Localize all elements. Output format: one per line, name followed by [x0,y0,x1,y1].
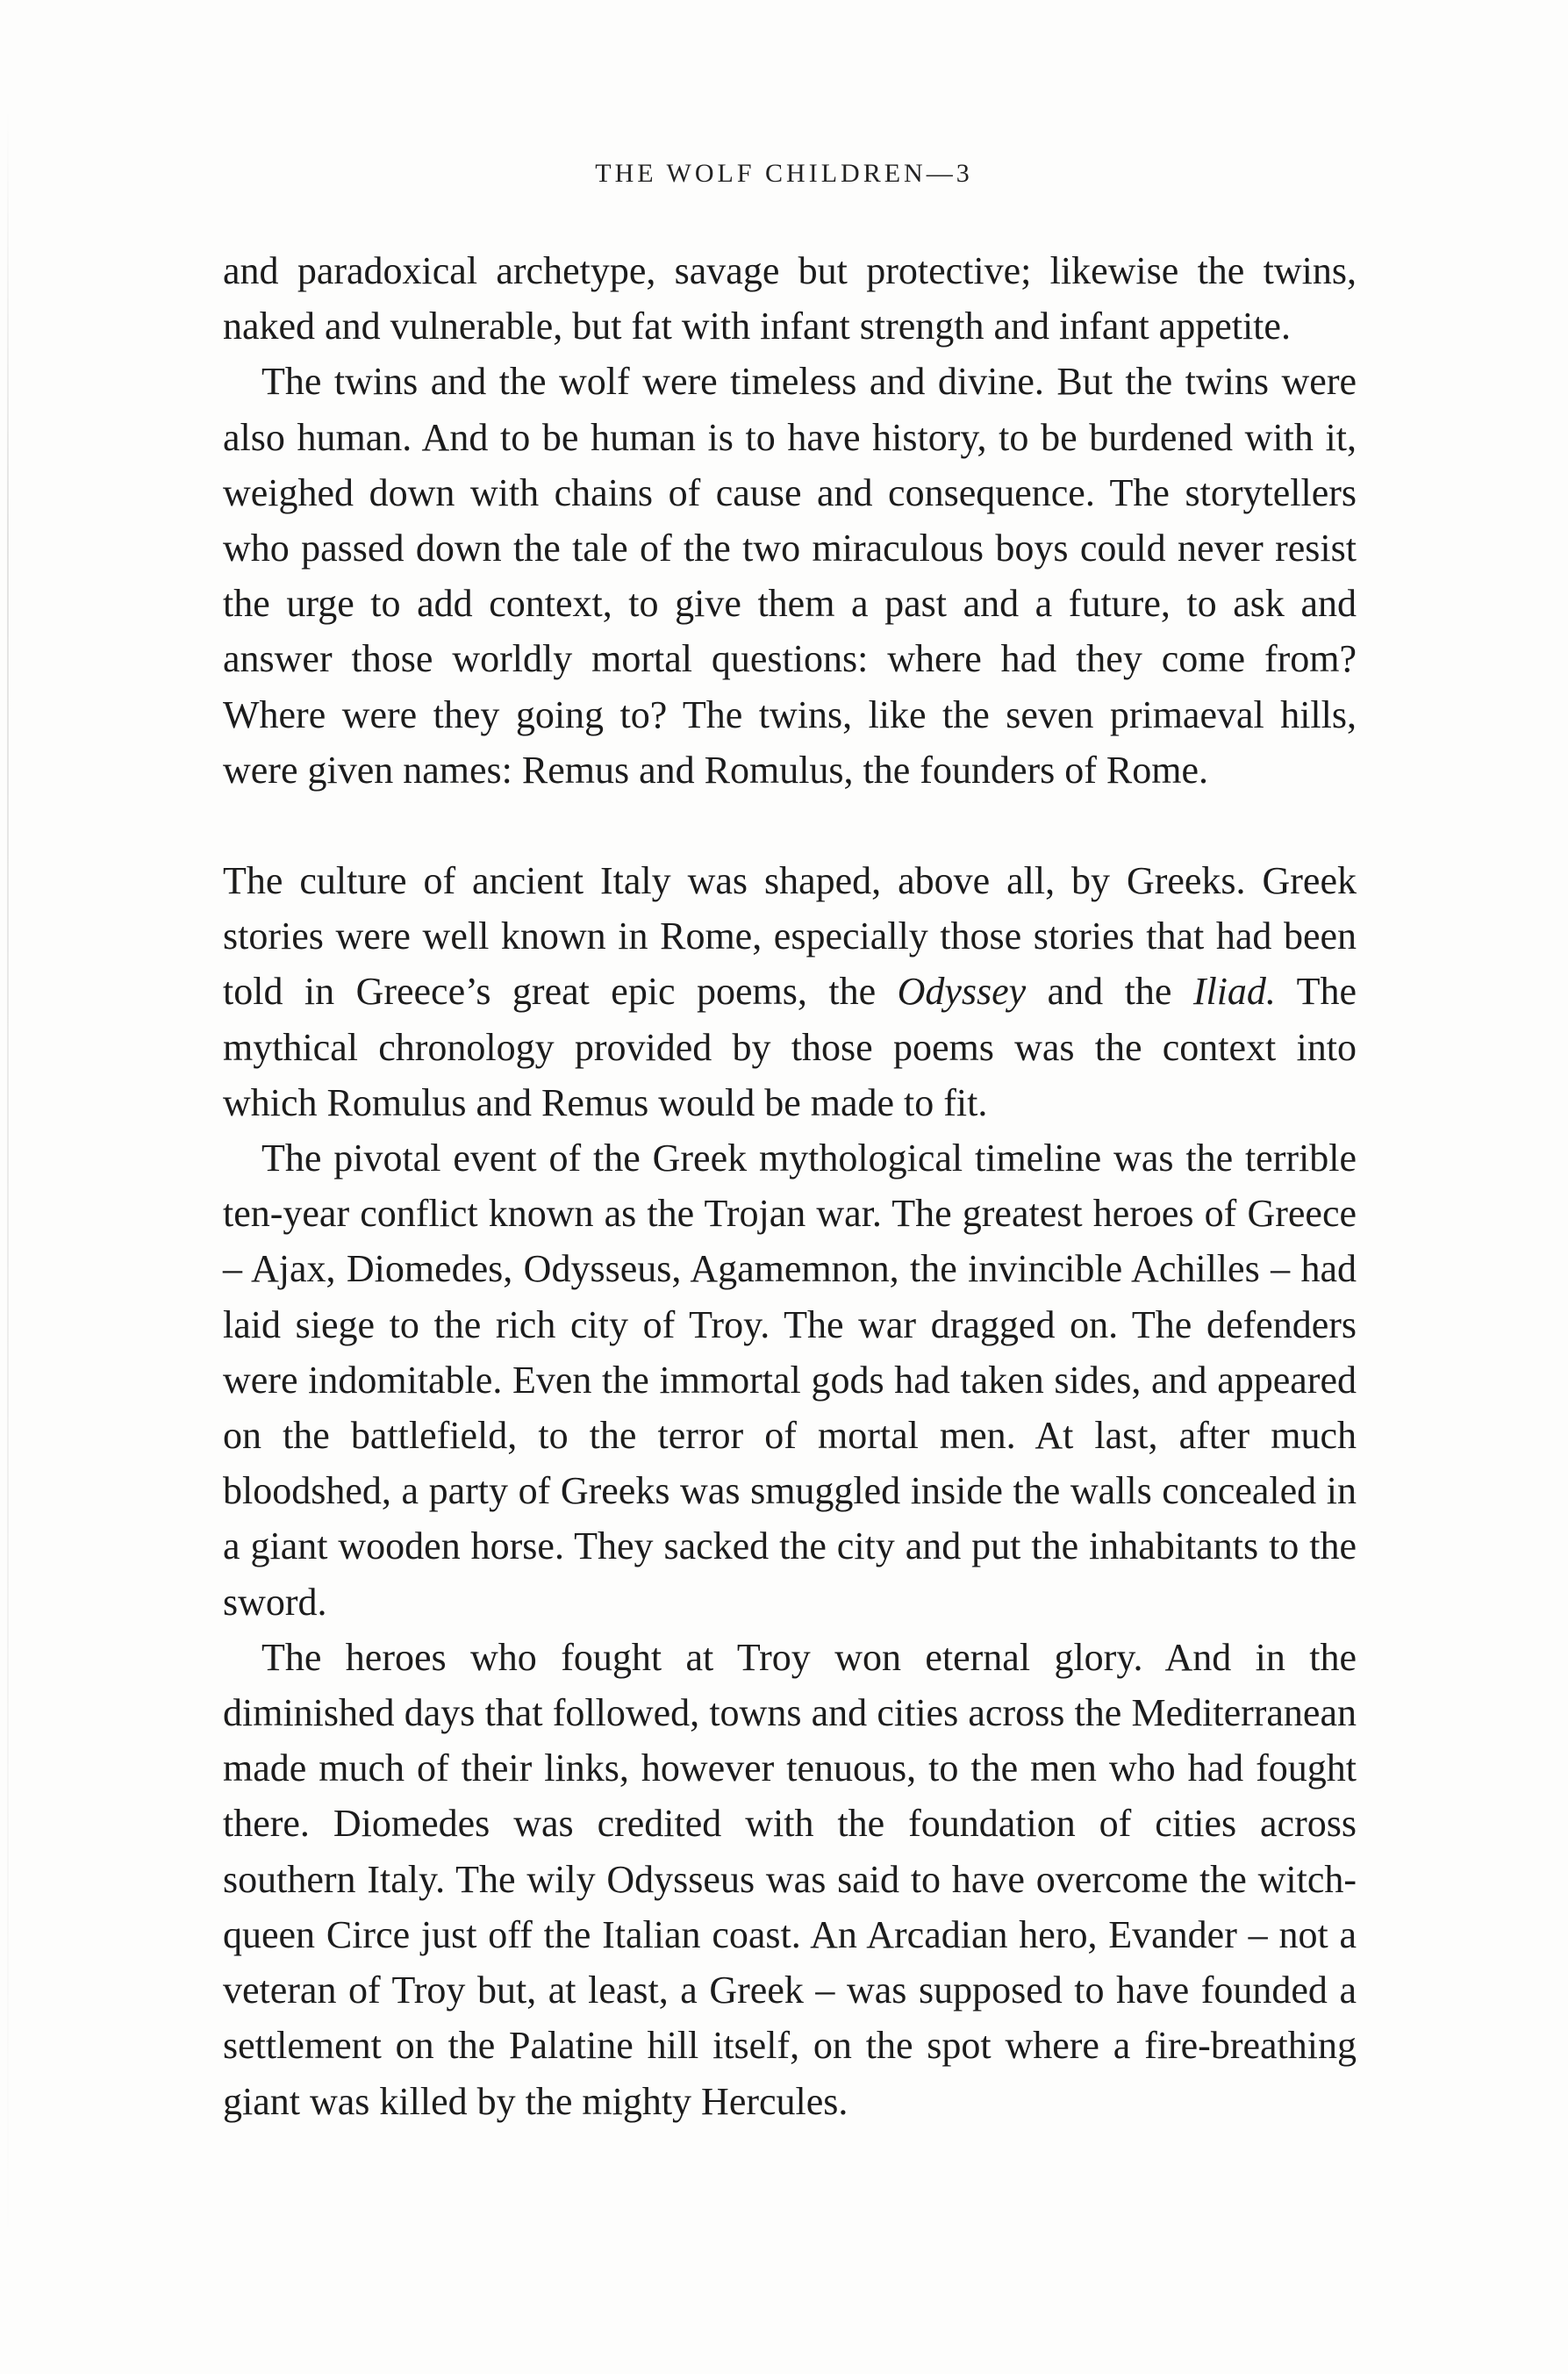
page-edge-shadow [7,105,9,2256]
running-head [0,156,1568,191]
paragraph-3 [223,853,1357,1130]
paragraph-3-text-c: The mythical chronology provided by those poems was the context into which Romulus and Remus would be made to fit. [223,970,1357,1124]
page-number: 3 [956,159,973,188]
odyssey-title: Odyssey [897,970,1027,1014]
iliad-title: Iliad. [1192,970,1276,1014]
paragraph-1: and paradoxical archetype, savage but protective; likewise the twins, naked and vulnerable, but fat with infant strength and infant appetite. [223,249,1357,348]
paragraph-5: The heroes who fought at Troy won eternal glory. And in the diminished days that followed, towns and cities across the Mediterranean made much of their links, however tenuous, to the men who had fought there. Diomedes was credited with the foundation of cities across southern Italy. The wily Odysseus was said to have overcome the witch-queen Circe just off the Italian coast. An Arcadian hero, Evander – not a veteran of Troy but, at least, a Greek – was supposed to have founded a settlement on the Palatine hill itself, on the spot where a fire-breathing giant was killed by the mighty Hercules. [223,1635,1357,2123]
running-head-separator: — [926,159,956,188]
paragraph-4: The pivotal event of the Greek mythological timeline was the terrible ten-year conflict known as the Trojan war. The greatest heroes of Greece – Ajax, Diomedes, Odysseus, Agamemnon, the invincible Achilles – had laid siege to the rich city of Troy. The war dragged on. The defenders were indomitable. Even the immortal gods had taken sides, and appeared on the battlefield, to the terror of mortal men. At last, after much bloodshed, a party of Greeks was smuggled inside the walls concealed in a giant wooden horse. They sacked the city and put the inhabitants to the sword. [223,1137,1357,1624]
body-text [223,243,1357,2129]
paragraph-3-text-a: The culture of ancient Italy was shaped, above all, by Greeks. Greek stories were well known in Rome, especially those stories that had been told in Greece’s great epic poems, the [223,859,1357,1014]
running-title: THE WOLF CHILDREN [595,159,927,188]
paragraph-2: The twins and the wolf were timeless and divine. But the twins were also human. And to be human is to have history, to be burdened with it, weighed down with chains of cause and consequence. The storytellers who passed down the tale of the two miraculous boys could never resist the urge to add context, to give them a past and a future, to ask and answer those worldly mortal questions: where had they come from? Where were they going to? The twins, like the seven primaeval hills, were given names: Remus and Romulus, the founders of Rome. [223,360,1357,792]
paragraph-3-text-b: and the [1026,970,1193,1014]
